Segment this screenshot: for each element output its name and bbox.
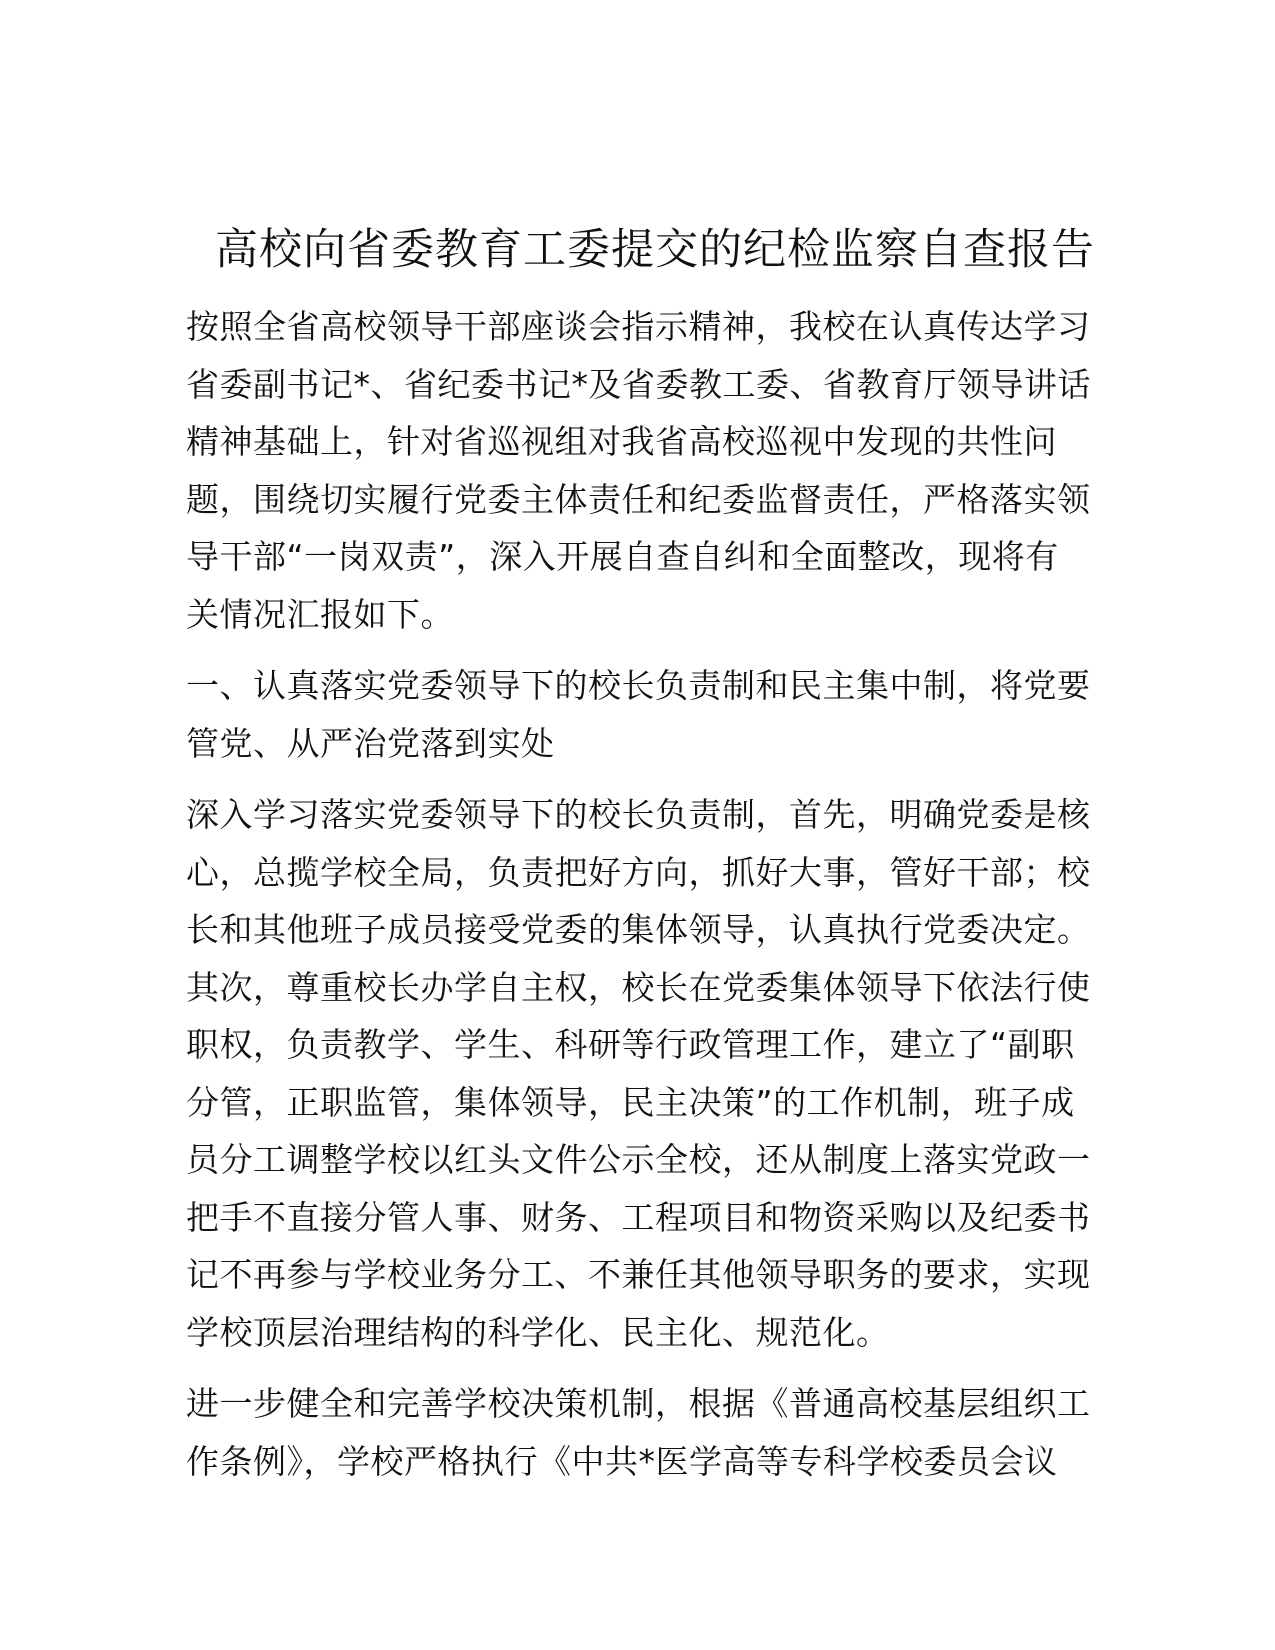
text-line: 职权，负责教学、学生、科研等行政管理工作，建立了“副职: [186, 1025, 1075, 1064]
text-line: 关情况汇报如下。: [186, 594, 454, 634]
text-line: 把手不直接分管人事、财务、工程项目和物资采购以及纪委书: [186, 1197, 1091, 1237]
text-line: 管党、从严治党落到实处: [186, 723, 555, 763]
text-line: 学校顶层治理结构的科学化、民主化、规范化。: [186, 1312, 890, 1352]
text-line: 省委副书记*、省纪委书记*及省委教工委、省教育厅领导讲话: [186, 364, 1091, 404]
text-line: 题，围绕切实履行党委主体责任和纪委监督责任，严格落实领: [186, 479, 1091, 519]
text-line: 心，总揽学校全局，负责把好方向，抓好大事，管好干部；校: [186, 852, 1091, 892]
paragraph-principal-responsibility: [186, 786, 1091, 1361]
text-line: 精神基础上，针对省巡视组对我省高校巡视中发现的共性问: [186, 422, 1057, 461]
document-body: [186, 298, 1091, 1504]
paragraph-decision-mechanism: [186, 1375, 1091, 1490]
paragraph-intro: [186, 298, 1091, 643]
text-line: 导干部“一岗双责”，深入开展自查自纠和全面整改，现将有: [186, 537, 1059, 576]
text-line: 长和其他班子成员接受党委的集体领导，认真执行党委决定。: [186, 910, 1091, 949]
text-line: 员分工调整学校以红头文件公示全校，还从制度上落实党政一: [186, 1140, 1091, 1179]
text-line: 记不再参与学校业务分工、不兼任其他领导职务的要求，实现: [186, 1255, 1091, 1294]
document-title: 高校向省委教育工委提交的纪检监察自查报告: [215, 225, 1095, 275]
text-line: 其次，尊重校长办学自主权，校长在党委集体领导下依法行使: [186, 967, 1091, 1007]
text-line: 进一步健全和完善学校决策机制，根据《普通高校基层组织工: [186, 1384, 1091, 1423]
text-line: 作条例》，学校严格执行《中共*医学高等专科学校委员会议: [186, 1441, 1058, 1481]
text-line: 分管，正职监管，集体领导，民主决策”的工作机制，班子成: [186, 1082, 1075, 1122]
text-line: 一、认真落实党委领导下的校长负责制和民主集中制，将党要: [186, 666, 1091, 705]
text-line: 深入学习落实党委领导下的校长负责制，首先，明确党委是核: [186, 795, 1091, 834]
text-line: 按照全省高校领导干部座谈会指示精神，我校在认真传达学习: [186, 307, 1091, 346]
section-heading-1: [186, 657, 1091, 772]
